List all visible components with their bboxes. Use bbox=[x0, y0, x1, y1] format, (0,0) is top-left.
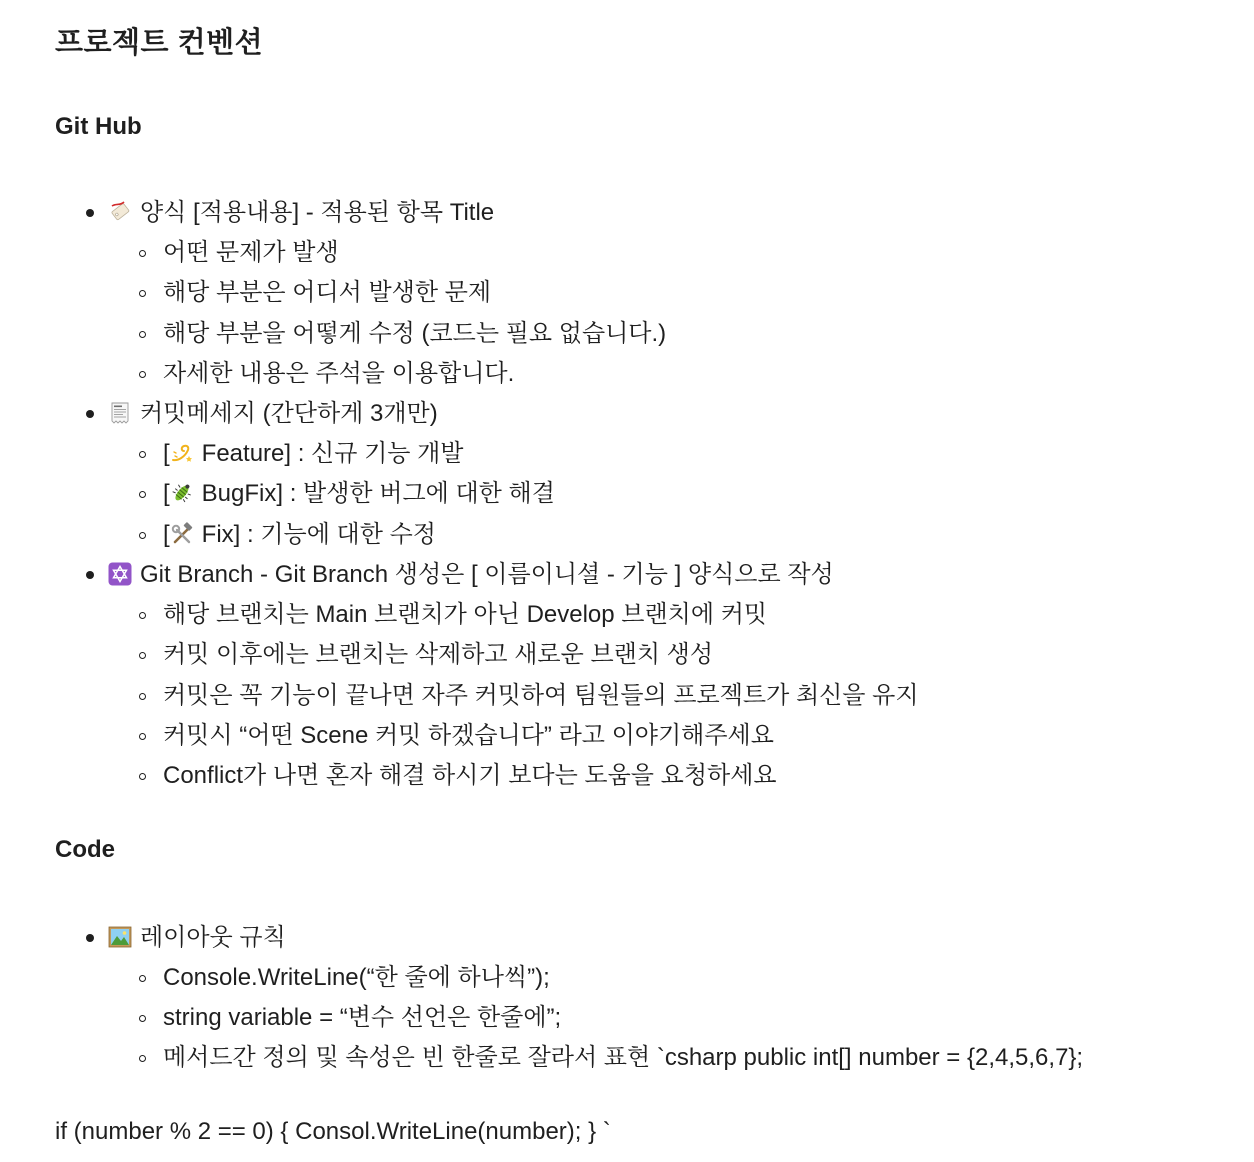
sublist bbox=[108, 958, 1215, 1079]
sublist-item: 커밋시 “어떤 Scene 커밋 하겠습니다” 라고 이야기해주세요 bbox=[108, 716, 1215, 756]
bullet-disc bbox=[86, 410, 94, 418]
sublist-item: 메서드간 정의 및 속성은 빈 한줄로 잘라서 표현 `csharp public int[] number = {2,4,5,6,7}; bbox=[108, 1038, 1215, 1078]
bullet-disc bbox=[86, 209, 94, 217]
sublist-item: 커밋 이후에는 브랜치는 삭제하고 새로운 브랜치 생성 bbox=[108, 635, 1215, 675]
bullet-disc bbox=[86, 934, 94, 942]
sublist bbox=[108, 233, 1215, 394]
list-item-label: Git Branch - Git Branch 생성은 [ 이름이니셜 - 기능 ] 양식으로 작성 bbox=[140, 561, 834, 589]
code-list bbox=[55, 918, 1215, 1079]
list-item-git-branch bbox=[55, 555, 1215, 796]
list-item-label: 커밋메세지 (간단하게 3개만) bbox=[140, 400, 438, 428]
sublist-item: 어떤 문제가 발생 bbox=[108, 233, 1215, 273]
label-tag-icon bbox=[108, 200, 132, 224]
sublist-item: 자세한 내용은 주석을 이용합니다. bbox=[108, 354, 1215, 394]
bullet-circle bbox=[139, 532, 146, 539]
code-trailing-line: if (number % 2 == 0) { Consol.WriteLine(number); } ` bbox=[55, 1118, 611, 1146]
list-item-format bbox=[55, 193, 1215, 394]
sublist-item: string variable = “변수 선언은 한줄에”; bbox=[108, 998, 1215, 1038]
document-body bbox=[55, 22, 1215, 1152]
bullet-circle bbox=[139, 1055, 146, 1062]
sublist-item: [ Fix] : 기능에 대한 수정 bbox=[108, 515, 1215, 555]
bullet-circle bbox=[139, 693, 146, 700]
bullet-disc bbox=[86, 571, 94, 579]
sublist-item: 커밋은 꼭 기능이 끝나면 자주 커밋하여 팀원들의 프로젝트가 최신을 유지 bbox=[108, 676, 1215, 716]
bullet-circle bbox=[139, 612, 146, 619]
github-list bbox=[55, 193, 1215, 797]
list-item-label: 레이아웃 규칙 bbox=[140, 923, 286, 951]
list-item-commit-message bbox=[55, 394, 1215, 555]
bullet-circle bbox=[139, 652, 146, 659]
star-of-david-icon bbox=[108, 562, 132, 586]
sublist-item: 해당 부분은 어디서 발생한 문제 bbox=[108, 273, 1215, 313]
sublist-item: Conflict가 나면 혼자 해결 하시기 보다는 도움을 요청하세요 bbox=[108, 756, 1215, 796]
bullet-circle bbox=[139, 491, 146, 498]
sublist-item: Console.WriteLine(“한 줄에 하나씩”); bbox=[108, 958, 1215, 998]
list-item-layout-rules bbox=[55, 918, 1215, 1079]
bullet-circle bbox=[139, 371, 146, 378]
bullet-circle bbox=[139, 250, 146, 257]
bullet-circle bbox=[139, 1015, 146, 1022]
bullet-circle bbox=[139, 451, 146, 458]
sublist-item: [ BugFix] : 발생한 버그에 대한 해결 bbox=[108, 474, 1215, 514]
receipt-icon bbox=[108, 401, 132, 425]
framed-picture-icon bbox=[108, 925, 132, 949]
bullet-circle bbox=[139, 773, 146, 780]
sublist-item: 해당 부분을 어떻게 수정 (코드는 필요 없습니다.) bbox=[108, 314, 1215, 354]
hammer-wrench-icon bbox=[170, 522, 196, 546]
page-title: 프로젝트 컨벤션 bbox=[55, 27, 264, 59]
section-heading-code: Code bbox=[55, 835, 115, 863]
sublist bbox=[108, 434, 1215, 555]
sublist-item: [ Feature] : 신규 기능 개발 bbox=[108, 434, 1215, 474]
bullet-circle bbox=[139, 733, 146, 740]
bug-icon bbox=[170, 481, 196, 505]
sublist-item: 해당 브랜치는 Main 브랜치가 아닌 Develop 브랜치에 커밋 bbox=[108, 595, 1215, 635]
list-item-label: 양식 [적용내용] - 적용된 항목 Title bbox=[140, 199, 495, 226]
bullet-circle bbox=[139, 975, 146, 982]
bullet-circle bbox=[139, 290, 146, 297]
bullet-circle bbox=[139, 331, 146, 338]
sublist bbox=[108, 595, 1215, 796]
dizzy-icon bbox=[170, 441, 196, 465]
section-heading-github: Git Hub bbox=[55, 113, 142, 140]
